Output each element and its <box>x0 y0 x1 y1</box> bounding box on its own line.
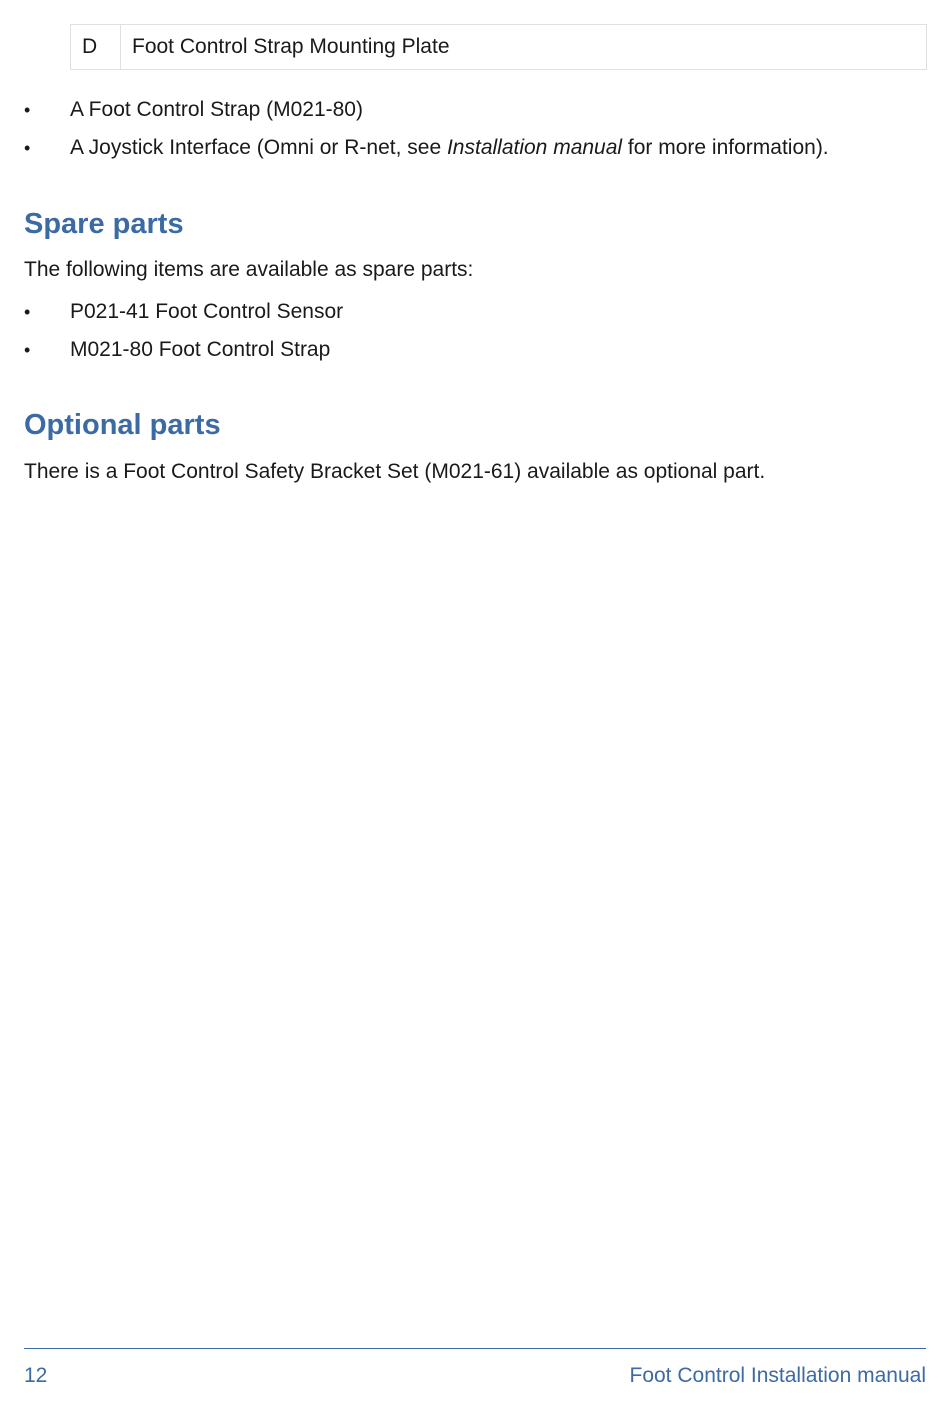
bullet-icon: • <box>24 340 31 360</box>
bullet-icon: • <box>24 100 31 120</box>
list-item-text: P021-41 Foot Control Sensor <box>70 300 344 323</box>
spare-parts-heading: Spare parts <box>24 208 184 240</box>
manual-reference: Installation manual <box>446 136 623 159</box>
bullet-icon: • <box>24 138 31 158</box>
list-item-text-after: for more information). <box>622 136 829 159</box>
page-number: 12 <box>24 1364 48 1387</box>
optional-parts-heading: Optional parts <box>24 409 221 441</box>
parts-table-row <box>70 24 927 70</box>
list-item-text <box>70 129 829 167</box>
optional-parts-text: There is a Foot Control Safety Bracket Set (M021-61) available as optional part. <box>24 460 766 483</box>
footer-divider <box>24 1348 926 1349</box>
document-title: Foot Control Installation manual <box>629 1364 926 1387</box>
list-item-text-before: A Joystick Interface (Omni or R-net, see <box>70 136 447 159</box>
list-item-text: A Foot Control Strap (M021-80) <box>70 98 363 121</box>
list-item-text: M021-80 Foot Control Strap <box>70 338 331 361</box>
bullet-icon: • <box>24 302 31 322</box>
parts-table-key: D <box>71 25 121 69</box>
parts-table-description: Foot Control Strap Mounting Plate <box>132 35 450 58</box>
spare-parts-intro: The following items are available as spare parts: <box>24 258 474 281</box>
